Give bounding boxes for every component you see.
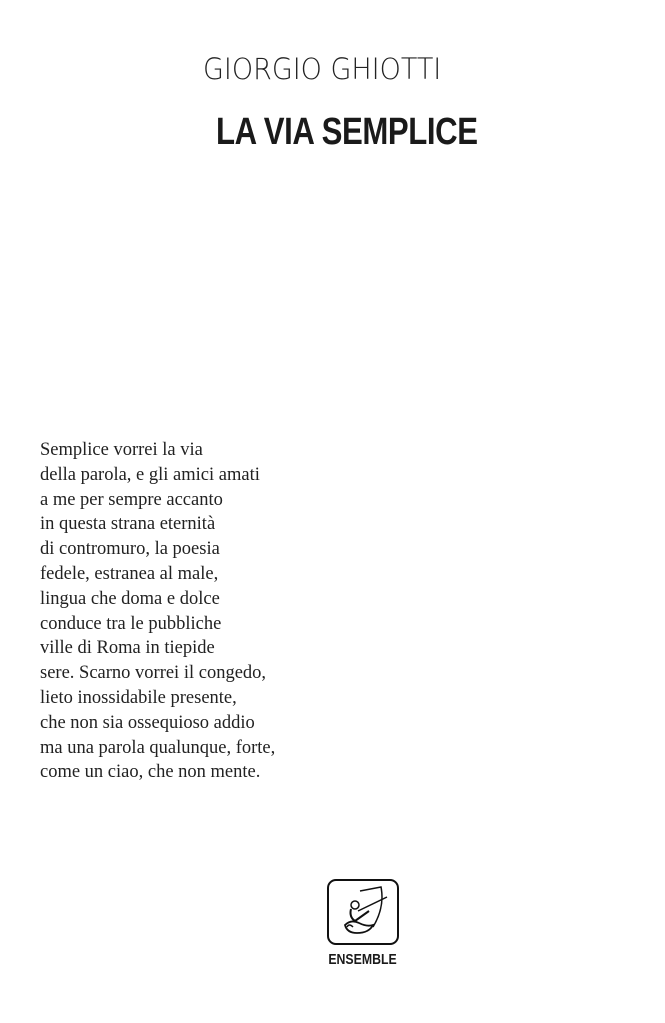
poem-line: ville di Roma in tiepide <box>40 638 215 659</box>
poem <box>40 438 275 785</box>
poem-line: che non sia ossequioso addio <box>40 712 255 733</box>
poem-line: a me per sempre accanto <box>40 489 223 510</box>
poem-line: lieto inossidabile presente, <box>40 687 237 708</box>
poem-line: in questa strana eternità <box>40 514 216 535</box>
poem-line: come un ciao, che non mente. <box>40 762 261 783</box>
publisher-logo-archer-icon <box>327 879 399 945</box>
poem-line: Semplice vorrei la via <box>40 440 203 460</box>
book-title: LA VIA SEMPLICE <box>216 111 478 153</box>
poem-line: della parola, e gli amici amati <box>40 464 260 485</box>
poem-line: conduce tra le pubbliche <box>40 613 222 634</box>
poem-line: ma una parola qualunque, forte, <box>40 737 276 758</box>
author-name: GIORGIO GHIOTTI <box>203 52 442 86</box>
publisher-name: ENSEMBLE <box>328 951 397 968</box>
poem-line: fedele, estranea al male, <box>40 563 219 584</box>
poem-line: di contromuro, la poesia <box>40 539 220 560</box>
poem-line: lingua che doma e dolce <box>40 588 220 609</box>
poem-line: sere. Scarno vorrei il congedo, <box>40 663 267 684</box>
